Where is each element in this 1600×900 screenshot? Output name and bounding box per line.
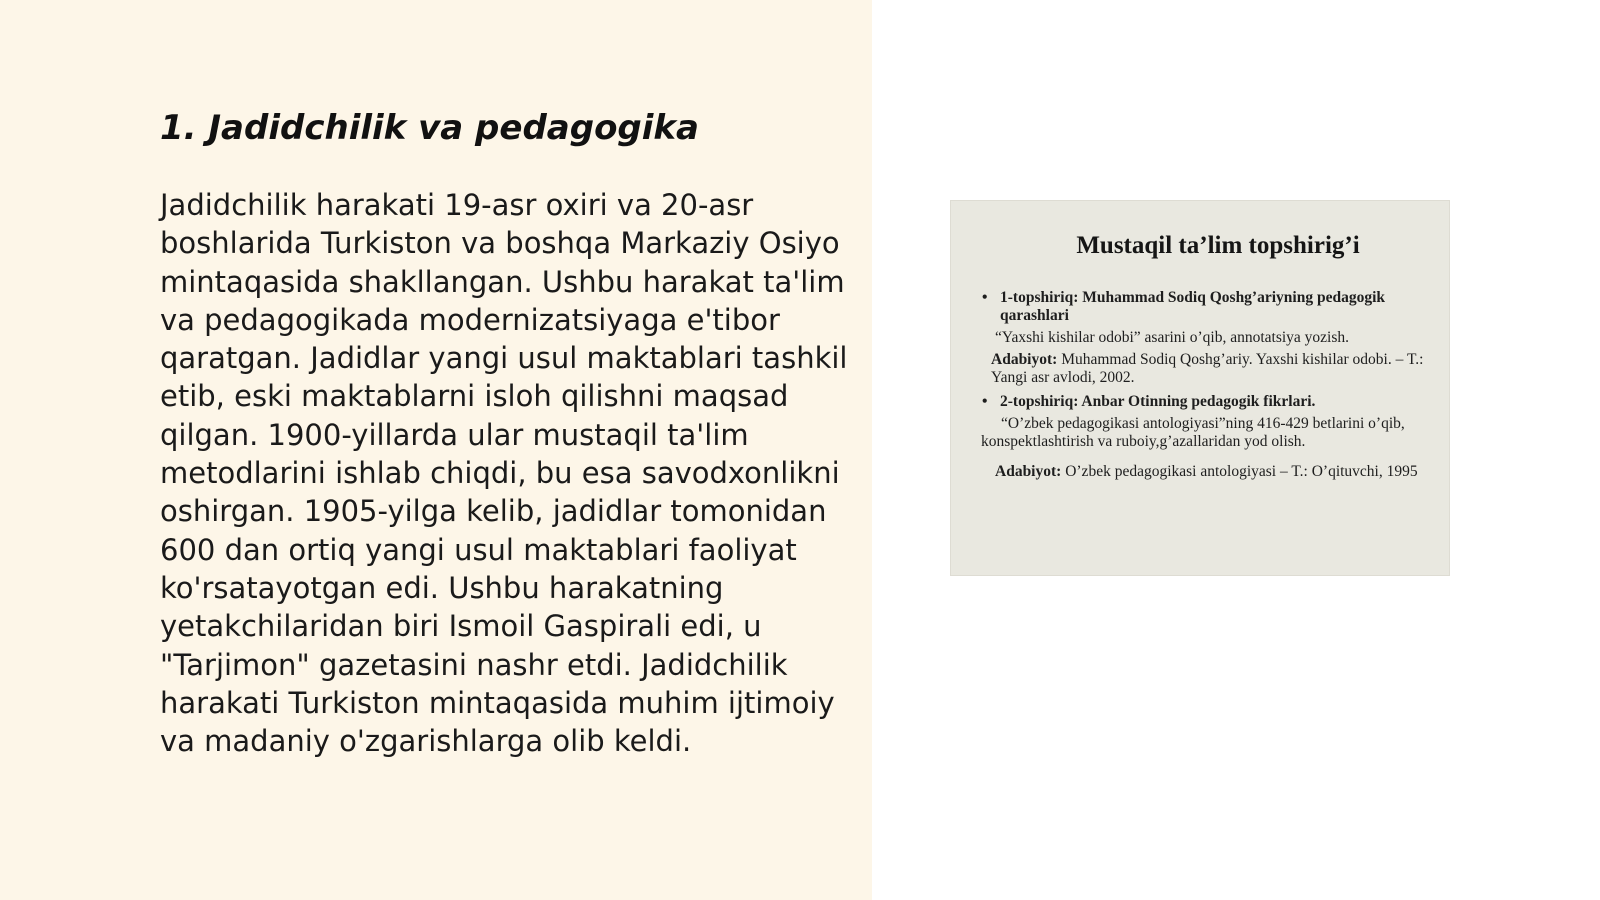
assignment-heading: Mustaqil ta’lim topshirig’i (1076, 232, 1360, 259)
slide-body-text: Jadidchilik harakati 19-asr oxiri va 20-asr boshlarida Turkiston va boshqa Markaziy Osiyo mintaqasida shakllangan. Ushbu harakat ta'lim va pedagogikada modernizatsiyaga e'tibor qaratgan. Jadidlar yangi usul maktablari tashkil etib, eski maktablarni isloh qilishni maqsad qilgan. 1900-yillarda ular mustaqil ta'lim metodlarini ishlab chiqdi, bu esa savodxonlikni oshirgan. 1905-yilga kelib, jadidlar tomonidan 600 dan ortiq yangi usul maktablari faoliyat ko'rsatayotgan edi. Ushbu harakatning yetakchilaridan biri Ismoil Gaspirali edi, u "Tarjimon" gazetasini nashr etdi. Jadidchilik harakati Turkiston mintaqasida muhim ijtimoiy va madaniy o'zgarishlarga olib keldi. (160, 188, 848, 759)
task1-literature (981, 351, 1431, 387)
bullet-icon: • (982, 393, 988, 410)
bullet-icon: • (982, 289, 988, 306)
task2-bullet (981, 393, 1431, 411)
slide-title: 1. Jadidchilik va pedagogika (160, 108, 699, 148)
task2-description: “O’zbek pedagogikasi antologiyasi”ning 416-429 betlarini o’qib, konspektlashtirish va ruboiy,g’azallaridan yod olish. (981, 415, 1405, 450)
task2-literature (981, 459, 1431, 484)
assignment-document-image (950, 200, 1450, 576)
task2-literature-text: O’zbek pedagogikasi antologiyasi – T.: O’qituvchi, 1995 (1065, 463, 1418, 480)
task1-bullet (981, 289, 1431, 325)
task1-literature-text: Muhammad Sodiq Qoshg’ariy. Yaxshi kishilar odobi. – T.: Yangi asr avlodi, 2002. (991, 351, 1424, 386)
task1-literature-label: Adabiyot: (991, 351, 1058, 368)
task2-literature-label: Adabiyot: (995, 463, 1062, 480)
task1-description: “Yaxshi kishilar odobi” asarini o’qib, annotatsiya yozish. (995, 329, 1350, 346)
task1-title: 1-topshiriq: Muhammad Sodiq Qoshg’ariyning pedagogik qarashlari (1000, 289, 1386, 324)
assignment-content (981, 289, 1431, 484)
task2-title: 2-topshiriq: Anbar Otinning pedagogik fikrlari. (1000, 393, 1316, 410)
